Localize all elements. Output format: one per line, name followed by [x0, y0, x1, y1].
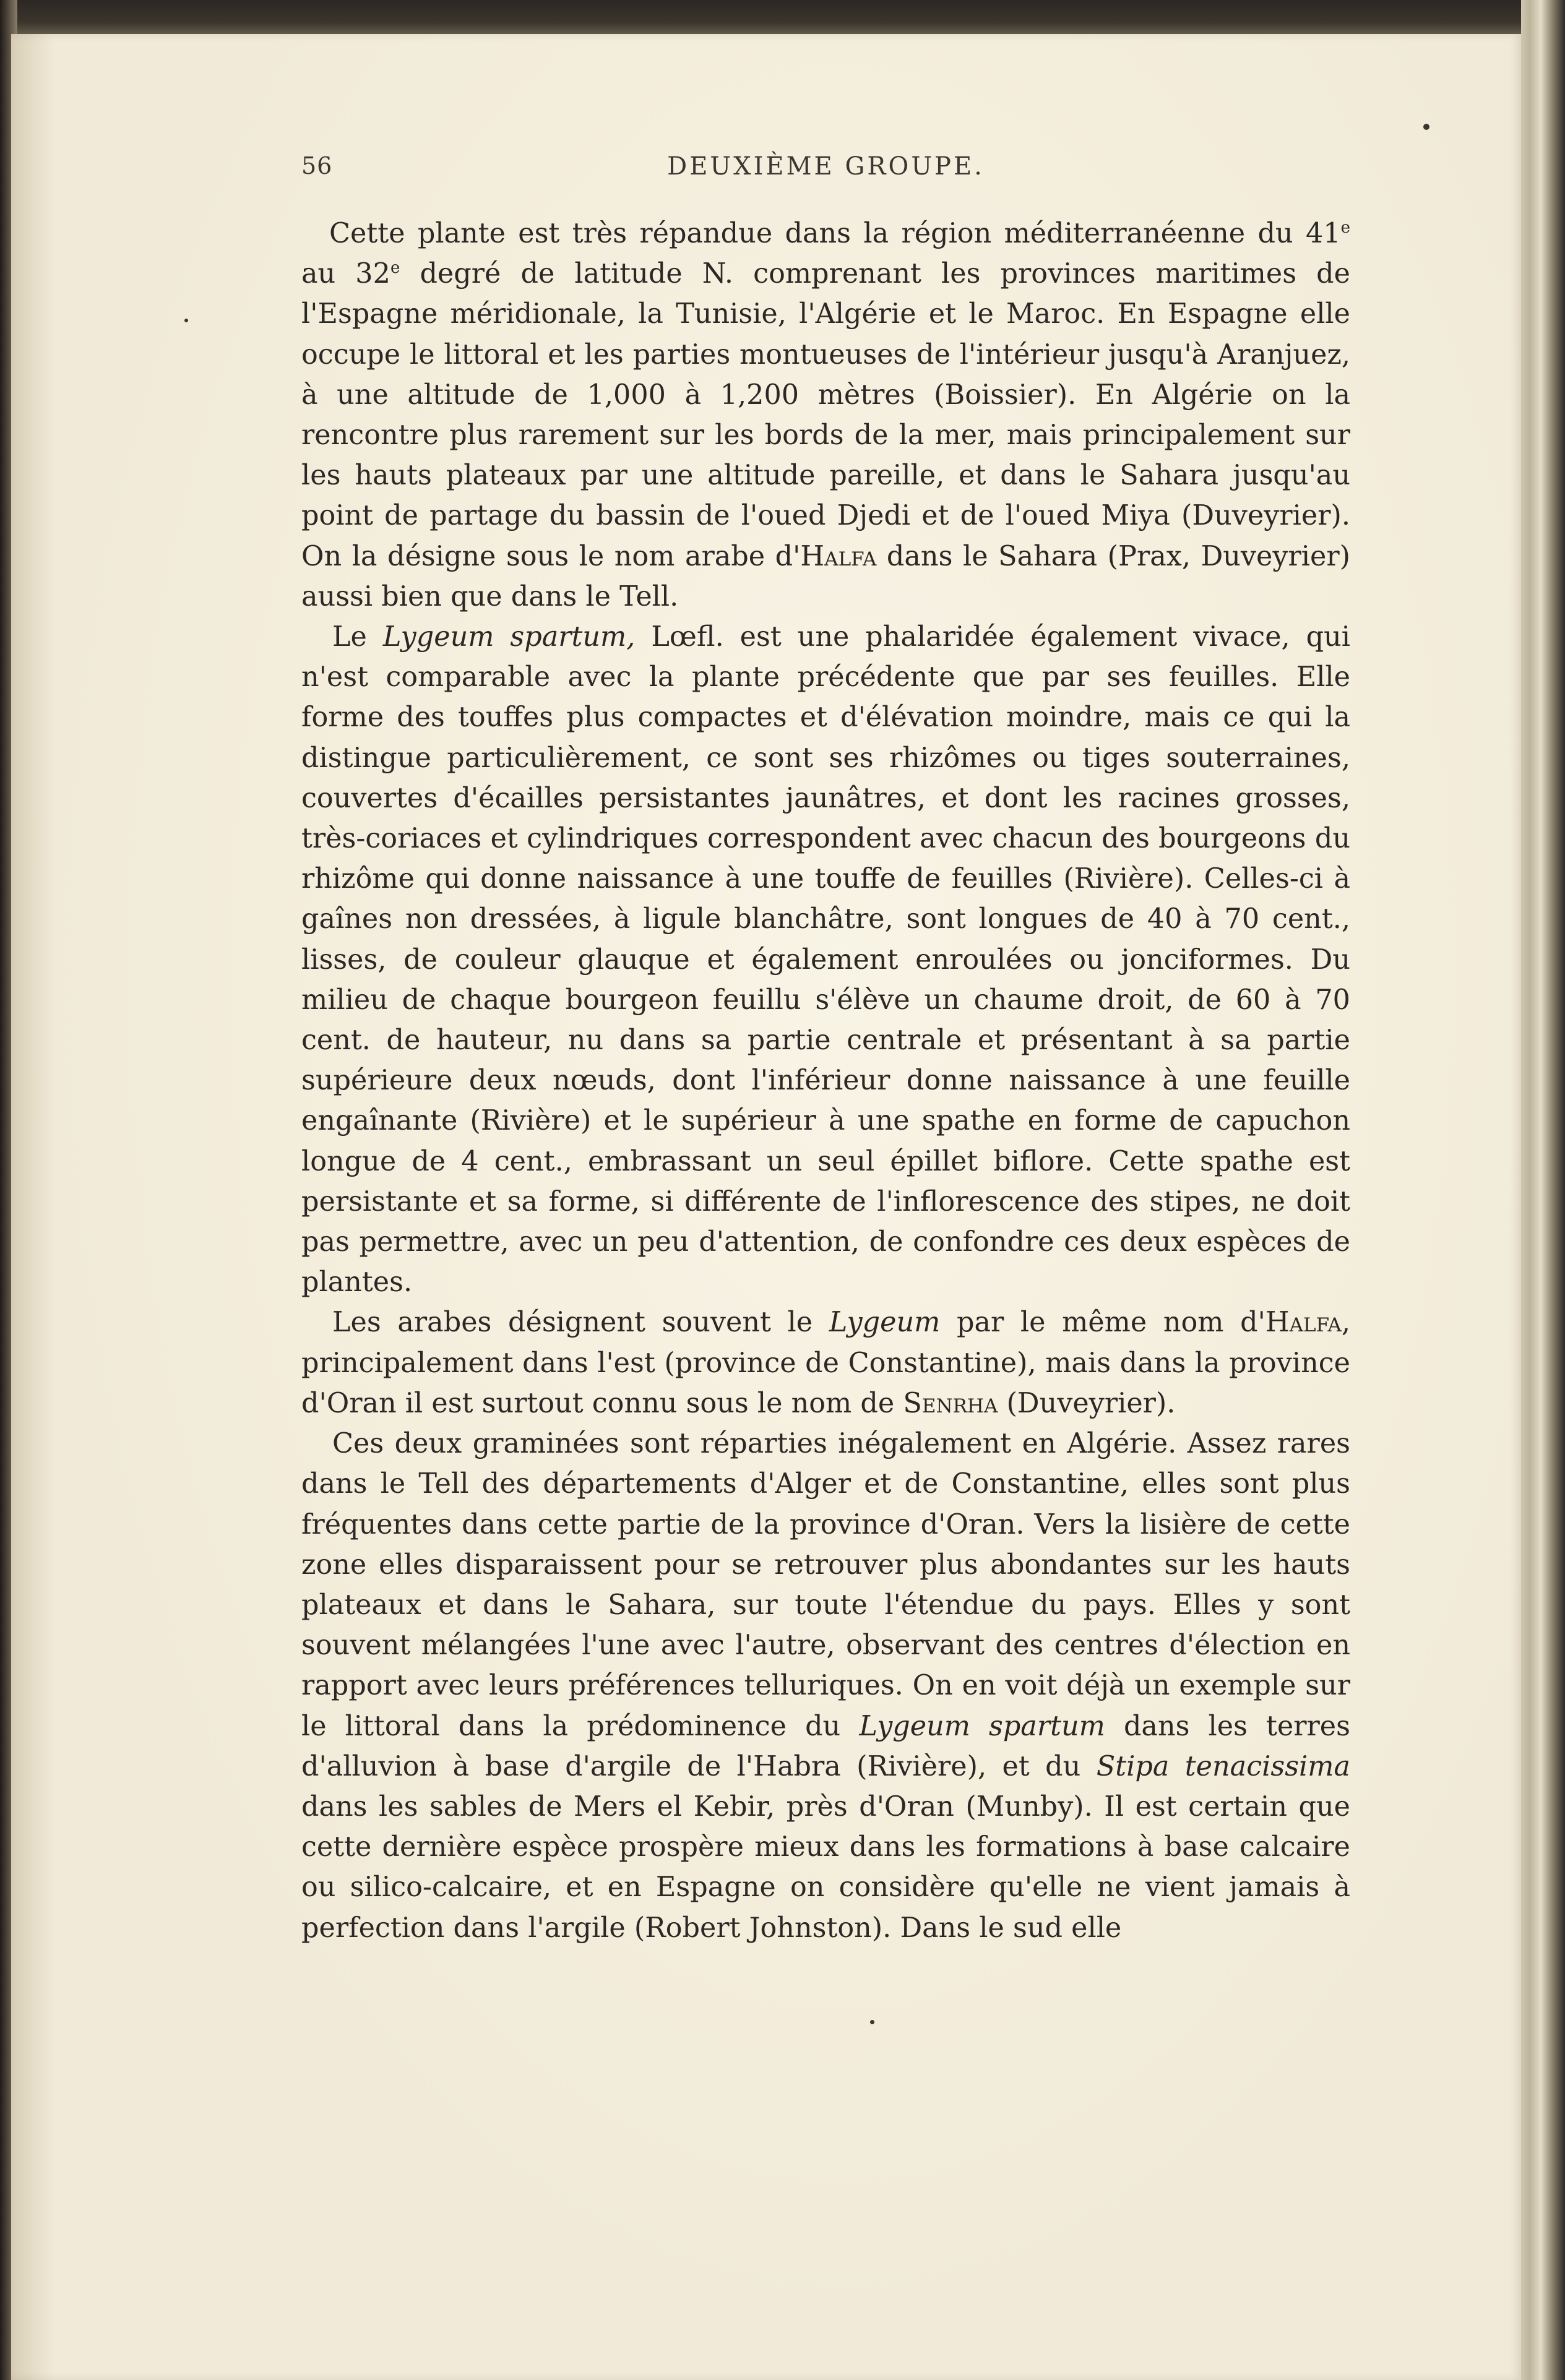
species-name: Lygeum spartum,: [382, 621, 636, 653]
page-number: 56: [301, 152, 333, 179]
text-run: Ces deux graminées sont réparties inégalement en Algérie. Assez rares dans le Tell des départements d'Alger et de Constantine, elles sont plus fréquentes dans cette partie de la province d'Oran. Vers la lisière de cette zone elles disparaissent pour se retrouver plus abondantes sur les hauts plateaux et dans le Sahara, sur toute l'étendue du pays. Elles y sont souvent mélangées l'une avec l'autre, observant des centres d'élection en rapport avec leurs préférences telluriques. On en voit déjà un exemple sur le littoral dans la prédominence du: [301, 1428, 1350, 1742]
text-run: (Duveyrier).: [998, 1387, 1176, 1419]
paragraph-1: [301, 213, 1350, 617]
text-run: dans le Sahara (Prax, Duveyrier) aussi bien que dans le Tell.: [301, 540, 1350, 612]
text-run: au 32: [301, 258, 390, 290]
species-name: Stipa tenacissima: [1096, 1750, 1350, 1782]
body-text: [301, 213, 1350, 1948]
text-run: par le même nom d': [940, 1307, 1265, 1339]
page-edge-stack: [1521, 0, 1565, 2380]
small-caps-term: Halfa: [800, 540, 877, 572]
paragraph-3: [301, 1302, 1350, 1424]
superscript: e: [1340, 218, 1350, 237]
text-run: dans les terres d'alluvion à base d'argile de l'Habra (Rivière), et du: [301, 1710, 1350, 1782]
small-caps-term: Senrha: [903, 1387, 998, 1419]
paragraph-4: [301, 1424, 1350, 1948]
text-run: Lœfl. est une phalaridée également vivace, qui n'est comparable avec la plante précédente que par ses feuilles. Elle forme des touffes plus compactes et d'élévation moindre, mais ce qui la distingue particulièrement, ce sont ses rhizômes ou tiges souterraines, couvertes d'écailles persistantes jaunâtres, et dont les racines grosses, très-coriaces et cylindriques correspondent avec chacun des bourgeons du rhizôme qui donne naissance à une touffe de feuilles (Rivière). Celles-ci à gaînes non dressées, à ligule blanchâtre, sont longues de 40 à 70 cent., lisses, de couleur glauque et également enroulées ou jonciformes. Du milieu de chaque bourgeon feuillu s'élève un chaume droit, de 60 à 70 cent. de hauteur, nu dans sa partie centrale et présentant à sa partie supérieure deux nœuds, dont l'inférieur donne naissance à une feuille engaînante (Rivière) et le supérieur à une spathe en forme de capuchon longue de 4 cent., embrassant un seul épillet biflore. Cette spathe est persistante et sa forme, si différente de l'inflorescence des stipes, ne doit pas permettre, avec un peu d'attention, de confondre ces deux espèces de plantes.: [301, 621, 1351, 1299]
text-run: , principalement dans l'est (province de Constantine), mais dans la province d'Oran il est surtout connu sous le nom de: [301, 1307, 1350, 1419]
text-run: Le: [332, 621, 383, 653]
scan-top-shadow: [0, 0, 1565, 37]
ink-speck: [1423, 124, 1429, 130]
text-run: Cette plante est très répandue dans la région méditerranéenne du 41: [329, 218, 1341, 249]
page-header: [301, 152, 1350, 189]
ink-speck: [870, 2020, 874, 2024]
running-title: DEUXIÈME GROUPE.: [667, 152, 985, 181]
superscript: e: [390, 259, 400, 278]
text-run: dans les sables de Mers el Kebir, près d'Oran (Munby). Il est certain que cette dernière espèce prospère mieux dans les formations à base calcaire ou silico-calcaire, et en Espagne on considère qu'elle ne vient jamais à perfection dans l'argile (Robert Johnston). Dans le sud elle: [301, 1790, 1350, 1944]
text-run: degré de latitude N. comprenant les provinces maritimes de l'Espagne méridionale, la Tunisie, l'Algérie et le Maroc. En Espagne elle occupe le littoral et les parties montueuses de l'intérieur jusqu'à Aranjuez, à une altitude de 1,000 à 1,200 mètres (Boissier). En Algérie on la rencontre plus rarement sur les bords de la mer, mais principalement sur les hauts plateaux par une altitude pareille, et dans le Sahara jusqu'au point de partage du bassin de l'oued Djedi et de l'oued Miya (Duveyrier). On la désigne sous le nom arabe d': [301, 258, 1350, 572]
species-name: Lygeum spartum: [859, 1710, 1105, 1742]
small-caps-term: Halfa: [1265, 1307, 1342, 1339]
paragraph-2: [301, 617, 1350, 1302]
text-run: Les arabes désignent souvent le: [332, 1307, 829, 1339]
species-name: Lygeum: [829, 1307, 941, 1339]
ink-speck: [184, 319, 188, 322]
